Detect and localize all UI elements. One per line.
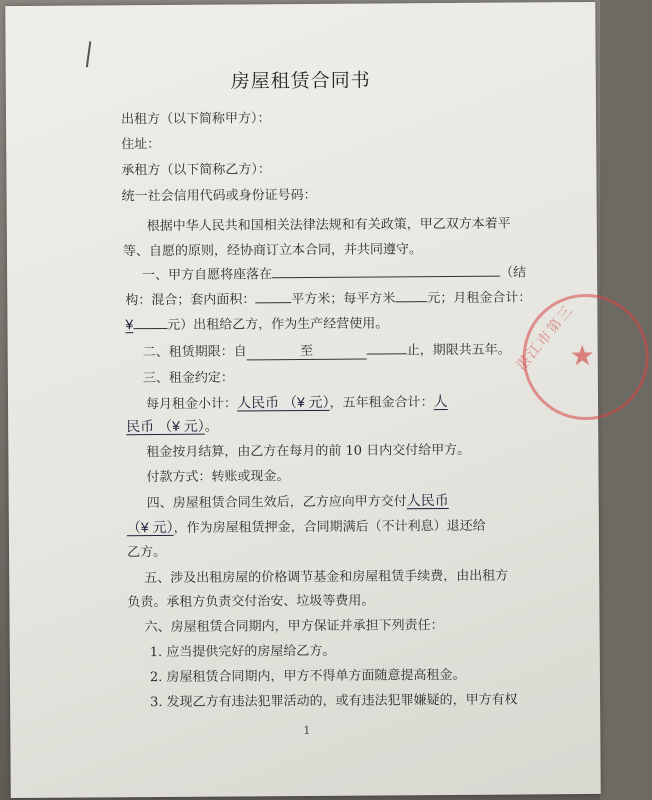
deposit-currency-hand: 人民币 [406, 491, 449, 509]
clause-4-line-a [147, 490, 449, 512]
clause-3-heading: 三、租金约定： [142, 370, 234, 387]
area-blank [255, 290, 291, 303]
clause-2-term: 止，期限共五年。 [406, 342, 511, 359]
clause-1-area-label: 构：混合；套内面积： [125, 292, 256, 309]
seal-star-icon: ★ [569, 338, 595, 373]
rent-line-b-end: 。 [204, 419, 218, 435]
seal-text: 湛江市第三 [513, 301, 577, 374]
payment-method: 付款方式：转账或现金。 [146, 469, 290, 486]
five-year-total-label: ，五年租金合计： [329, 395, 434, 411]
rent-settlement: 租金按月结算，由乙方在每月的前 10 日内交付给甲方。 [146, 442, 471, 461]
rent-line-b [126, 416, 218, 437]
lessor-line: 出租方（以下简称甲方）： [120, 111, 271, 128]
preamble-line-2: 等、自愿的原则，经协商订立本合同，并共同遵守。 [122, 242, 423, 260]
location-blank [272, 264, 500, 279]
monthly-subtotal-hand: 人民币 （¥ 元） [236, 393, 330, 411]
contract-page [5, 2, 601, 798]
monthly-rent-blank [133, 316, 167, 329]
clause-4-intro: 四、房屋租赁合同生效后，乙方应向甲方交付 [146, 494, 407, 512]
clause-5-line-a: 五、涉及出租房屋的价格调节基金和房屋租赁手续费，由出租方 [144, 568, 509, 587]
preamble-line-1: 根据中华人民共和国相关法律法规和有关政策，甲乙双方本着平 [146, 216, 511, 235]
clause-1-line-c [125, 312, 388, 333]
rent-line-a [146, 391, 448, 413]
clause-6-item-1: 1. 应当提供完好的房屋给乙方。 [149, 643, 336, 661]
clause-1-monthly-label: 元；月租金合计： [427, 290, 532, 307]
lease-start-to [247, 340, 367, 361]
monthly-subtotal-label: 每月租金小计： [145, 396, 238, 413]
clause-4-deposit-text: ，作为房屋租赁押金，合同期满后（不计利息）退还给 [173, 518, 486, 536]
clause-5-line-b: 负责。承租方负责交付治安、垃圾等费用。 [127, 593, 375, 611]
unit-price-blank [395, 289, 427, 302]
page-number: 1 [303, 723, 311, 738]
clause-6-heading: 六、房屋租赁合同期内，甲方保证并承担下列责任： [144, 618, 444, 636]
clause-1-line-b [125, 286, 531, 308]
credit-code-line: 统一社会信用代码或身份证号码： [121, 187, 317, 205]
clause-1-structure-open: （结 [500, 265, 527, 281]
clause-4-line-b [127, 515, 486, 538]
clause-1-intro: 一、甲方自愿将座落在 [142, 267, 273, 284]
lease-end-blank [367, 341, 407, 354]
clause-2 [143, 339, 511, 362]
clause-6-item-2: 2. 房屋租赁合同期内，甲方不得单方面随意提高租金。 [149, 667, 466, 686]
official-seal [513, 294, 649, 421]
clause-4-line-c: 乙方。 [127, 544, 167, 561]
document-title: 房屋租赁合同书 [230, 69, 371, 93]
clause-1-line-a [142, 261, 526, 283]
five-year-total-hand-start: 人 [433, 392, 448, 410]
five-year-total-hand: 民币 （¥ 元） [126, 417, 205, 435]
clause-1-price-label: 平方米；每平方米 [291, 291, 396, 308]
deposit-amount-hand: （¥ 元） [126, 518, 174, 536]
monthly-rent-yen-mark: ¥ [125, 316, 134, 333]
address-line: 住址： [121, 136, 161, 153]
clause-2-label: 二、租赁期限：自 [142, 344, 247, 361]
lease-to-word: 至 [300, 343, 314, 360]
lessee-line: 承租方（以下简称乙方）： [121, 162, 271, 179]
clause-6-item-3: 3. 发现乙方有违法犯罪活动的，或有违法犯罪嫌疑的，甲方有权 [150, 692, 518, 711]
clause-1-usage: 元）出租给乙方，作为生产经营使用。 [167, 316, 389, 333]
pen-mark [86, 41, 95, 68]
